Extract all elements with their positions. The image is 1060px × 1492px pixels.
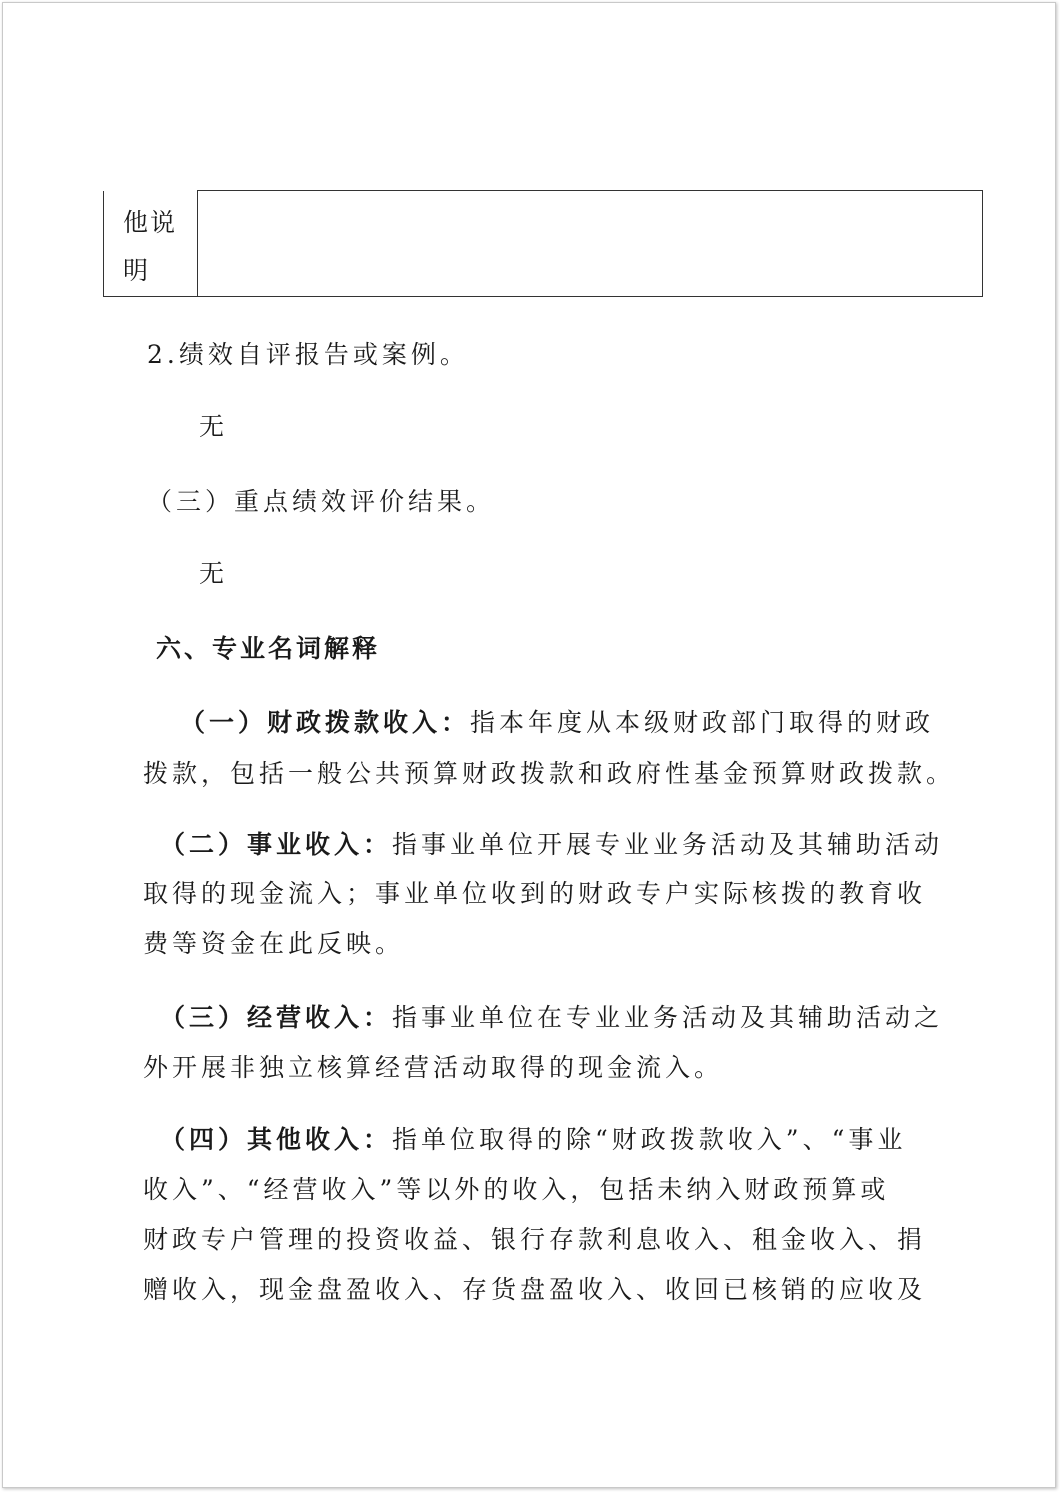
performance-report-value: 无 — [199, 412, 229, 441]
table-label-cell — [104, 191, 198, 297]
key-evaluation-value: 无 — [199, 559, 229, 588]
glossary-item-1-line-1 — [180, 697, 934, 748]
table-fragment — [103, 190, 983, 297]
glossary-item-4-line-2: 收入”、“经营收入”等以外的收入，包括未纳入财政预算或 — [143, 1175, 890, 1204]
glossary-item-4-term: （四）其他收入： — [160, 1125, 393, 1154]
glossary-item-1-line-2: 拨款，包括一般公共预算财政拨款和政府性基金预算财政拨款。 — [143, 759, 956, 788]
glossary-item-2-term: （二）事业收入： — [160, 830, 393, 859]
glossary-item-2-line-1 — [160, 819, 943, 870]
glossary-item-3-term: （三）经营收入： — [160, 1003, 393, 1032]
glossary-item-2-line-3: 费等资金在此反映。 — [143, 929, 405, 958]
glossary-item-3-text: 指事业单位在专业业务活动及其辅助活动之 — [392, 1003, 944, 1032]
glossary-item-3-line-1 — [160, 992, 943, 1043]
glossary-heading: 六、专业名词解释 — [156, 634, 381, 663]
glossary-item-1-term: （一）财政拨款收入： — [180, 708, 471, 737]
key-evaluation-title: （三）重点绩效评价结果。 — [147, 487, 496, 516]
glossary-item-4-text: 指单位取得的除“财政拨款收入”、“事业 — [392, 1125, 907, 1154]
glossary-item-4-line-3: 财政专户管理的投资收益、银行存款利息收入、租金收入、捐 — [143, 1225, 927, 1254]
glossary-item-4-line-1 — [160, 1114, 906, 1165]
glossary-item-2-line-2: 取得的现金流入；事业单位收到的财政专户实际核拨的教育收 — [143, 879, 927, 908]
glossary-item-1-text: 指本年度从本级财政部门取得的财政 — [470, 708, 935, 737]
performance-report-title: 2.绩效自评报告或案例。 — [147, 340, 469, 369]
table-content-cell — [198, 191, 983, 297]
glossary-item-2-text: 指事业单位开展专业业务活动及其辅助活动 — [392, 830, 944, 859]
table-label: 他说明 — [123, 207, 178, 285]
glossary-item-3-line-2: 外开展非独立核算经营活动取得的现金流入。 — [143, 1053, 724, 1082]
glossary-item-4-line-4: 赠收入，现金盘盈收入、存货盘盈收入、收回已核销的应收及 — [143, 1275, 927, 1304]
